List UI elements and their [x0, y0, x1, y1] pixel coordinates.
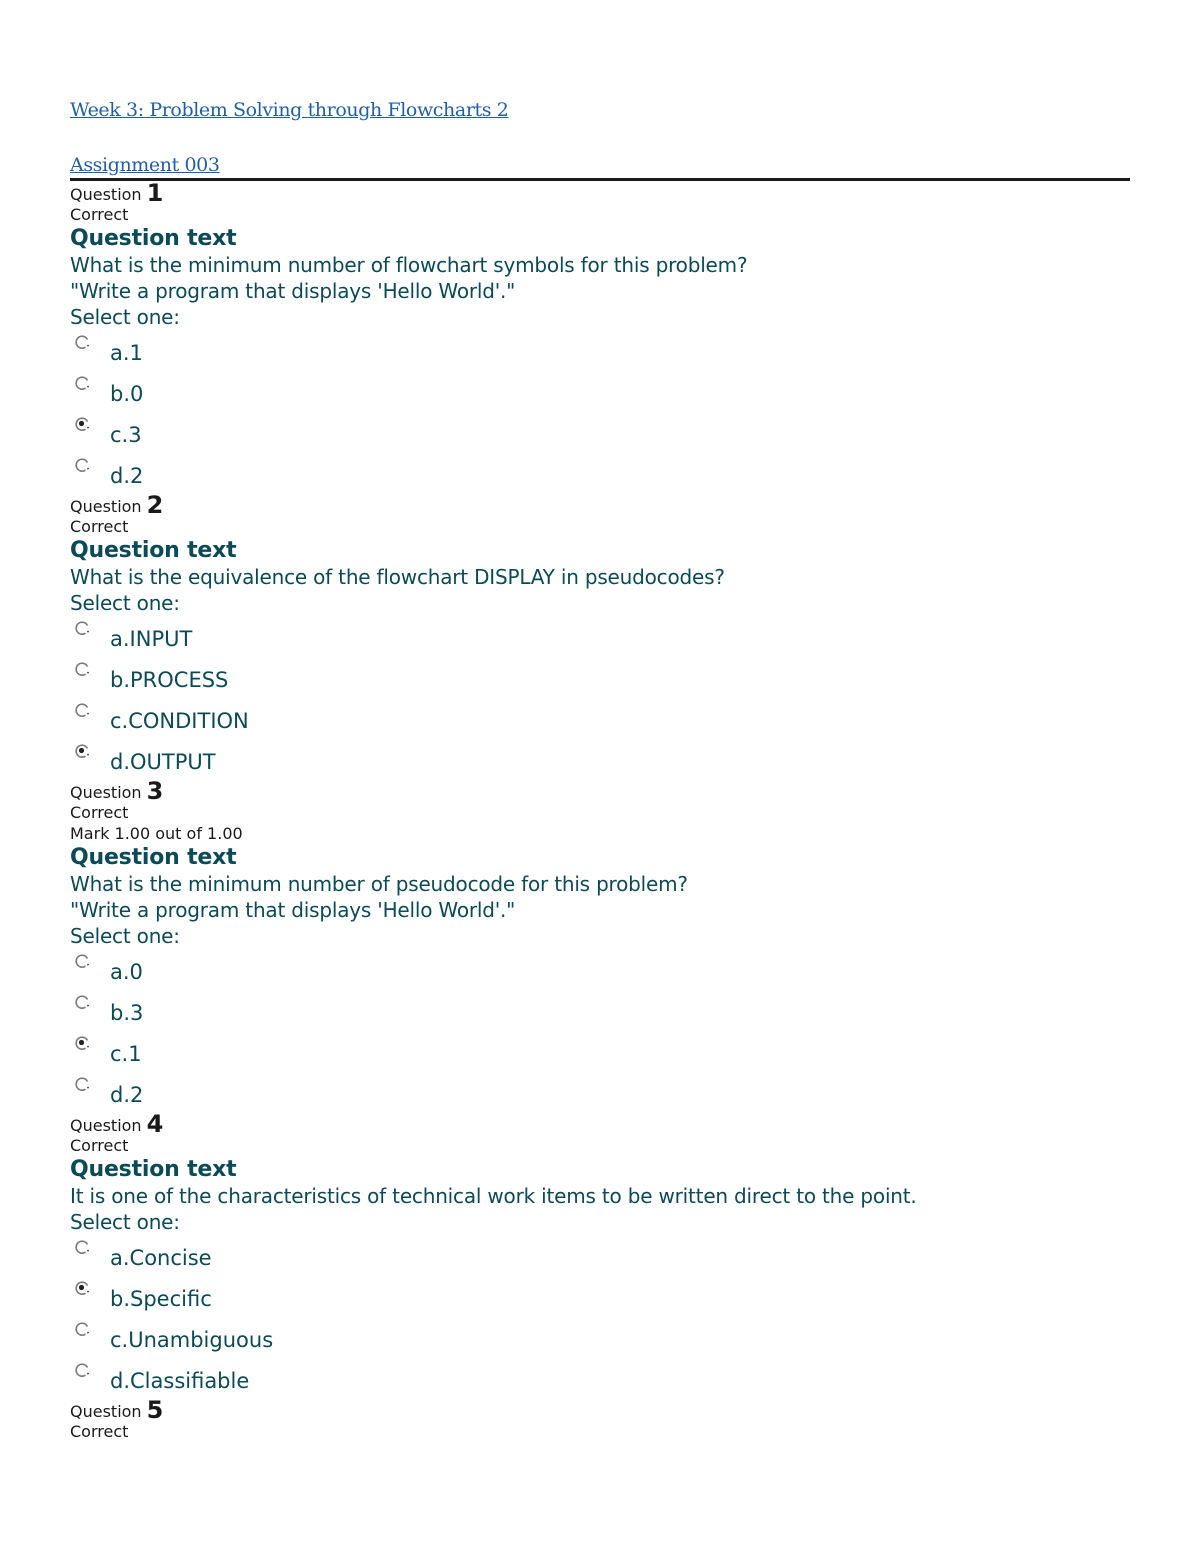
question-number: 5 — [146, 1396, 164, 1424]
answer-option-label: b.0 — [110, 382, 144, 406]
question-mark: Mark 1.00 out of 1.00 — [70, 824, 243, 843]
select-one-label: Select one: — [70, 591, 180, 615]
radio-button[interactable] — [73, 1279, 91, 1297]
answer-option-label: d.2 — [110, 464, 144, 488]
answer-option — [70, 1358, 1130, 1399]
question-text-heading: Question text — [70, 538, 237, 563]
answer-option — [70, 371, 1130, 412]
select-one-label: Select one: — [70, 305, 180, 329]
answer-option-label: d.OUTPUT — [110, 750, 216, 774]
question-number: 1 — [146, 179, 164, 207]
question-prompt: What is the minimum number of flowchart symbols for this problem? — [70, 253, 748, 277]
answer-option — [70, 1235, 1130, 1276]
answer-option — [70, 739, 1130, 780]
radio-button[interactable] — [73, 742, 91, 760]
radio-button[interactable] — [73, 415, 91, 433]
answer-option — [70, 330, 1130, 371]
question-text-heading: Question text — [70, 845, 237, 870]
answer-option — [70, 990, 1130, 1031]
question-4 — [70, 1110, 1130, 1399]
question-label: Question — [70, 497, 142, 516]
radio-button[interactable] — [73, 952, 91, 970]
question-1 — [70, 179, 1130, 494]
answer-option-label: b.Specific — [110, 1287, 212, 1311]
question-number: 2 — [146, 491, 164, 519]
answer-option-label: d.2 — [110, 1083, 144, 1107]
question-header — [70, 1110, 1130, 1138]
question-header — [70, 179, 1130, 207]
question-prompt: What is the equivalence of the flowchart DISPLAY in pseudocodes? — [70, 565, 725, 589]
question-text-heading: Question text — [70, 1157, 237, 1182]
question-2 — [70, 491, 1130, 780]
answer-option-label: a.1 — [110, 341, 143, 365]
answer-option-label: c.CONDITION — [110, 709, 249, 733]
question-3 — [70, 777, 1130, 1113]
select-one-label: Select one: — [70, 1210, 180, 1234]
radio-button[interactable] — [73, 1361, 91, 1379]
radio-button[interactable] — [73, 619, 91, 637]
week-link[interactable]: Week 3: Problem Solving through Flowcharts 2 — [70, 99, 509, 121]
answer-option-label: c.3 — [110, 423, 142, 447]
question-list — [70, 179, 1130, 1442]
radio-button[interactable] — [73, 701, 91, 719]
radio-button[interactable] — [73, 1238, 91, 1256]
answer-option — [70, 698, 1130, 739]
answer-option-label: a.Concise — [110, 1246, 212, 1270]
radio-button[interactable] — [73, 333, 91, 351]
radio-button[interactable] — [73, 660, 91, 678]
assignment-link[interactable]: Assignment 003 — [70, 154, 220, 176]
radio-button[interactable] — [73, 1320, 91, 1338]
answer-option-label: a.0 — [110, 960, 143, 984]
answer-option — [70, 1276, 1130, 1317]
radio-button[interactable] — [73, 456, 91, 474]
answer-option — [70, 657, 1130, 698]
answer-option-label: d.Classifiable — [110, 1369, 250, 1393]
question-text-heading: Question text — [70, 226, 237, 251]
select-one-label: Select one: — [70, 924, 180, 948]
question-header — [70, 777, 1130, 805]
question-number: 3 — [146, 777, 164, 805]
question-state: Correct — [70, 803, 129, 822]
answer-option — [70, 1031, 1130, 1072]
answer-option — [70, 1072, 1130, 1113]
question-number: 4 — [146, 1110, 164, 1138]
question-state: Correct — [70, 517, 129, 536]
radio-button[interactable] — [73, 993, 91, 1011]
question-prompt-quote: "Write a program that displays 'Hello World'." — [70, 898, 516, 922]
answer-option — [70, 412, 1130, 453]
answer-option — [70, 616, 1130, 657]
question-label: Question — [70, 185, 142, 204]
question-header — [70, 491, 1130, 519]
answer-option — [70, 453, 1130, 494]
question-header — [70, 1396, 1130, 1424]
answer-option-label: a.INPUT — [110, 627, 193, 651]
question-state: Correct — [70, 205, 129, 224]
question-state: Correct — [70, 1422, 129, 1441]
answer-option — [70, 949, 1130, 990]
radio-button[interactable] — [73, 374, 91, 392]
question-label: Question — [70, 1402, 142, 1421]
question-prompt: It is one of the characteristics of technical work items to be written direct to the point. — [70, 1184, 917, 1208]
answer-option-label: c.1 — [110, 1042, 142, 1066]
question-prompt: What is the minimum number of pseudocode for this problem? — [70, 872, 688, 896]
assignment-header — [70, 154, 1130, 181]
question-prompt-quote: "Write a program that displays 'Hello World'." — [70, 279, 516, 303]
answer-option-label: b.PROCESS — [110, 668, 229, 692]
answer-option-label: b.3 — [110, 1001, 144, 1025]
answer-option — [70, 1317, 1130, 1358]
question-state: Correct — [70, 1136, 129, 1155]
question-5 — [70, 1396, 1130, 1442]
answer-option-label: c.Unambiguous — [110, 1328, 274, 1352]
question-label: Question — [70, 783, 142, 802]
radio-button[interactable] — [73, 1075, 91, 1093]
question-label: Question — [70, 1116, 142, 1135]
radio-button[interactable] — [73, 1034, 91, 1052]
